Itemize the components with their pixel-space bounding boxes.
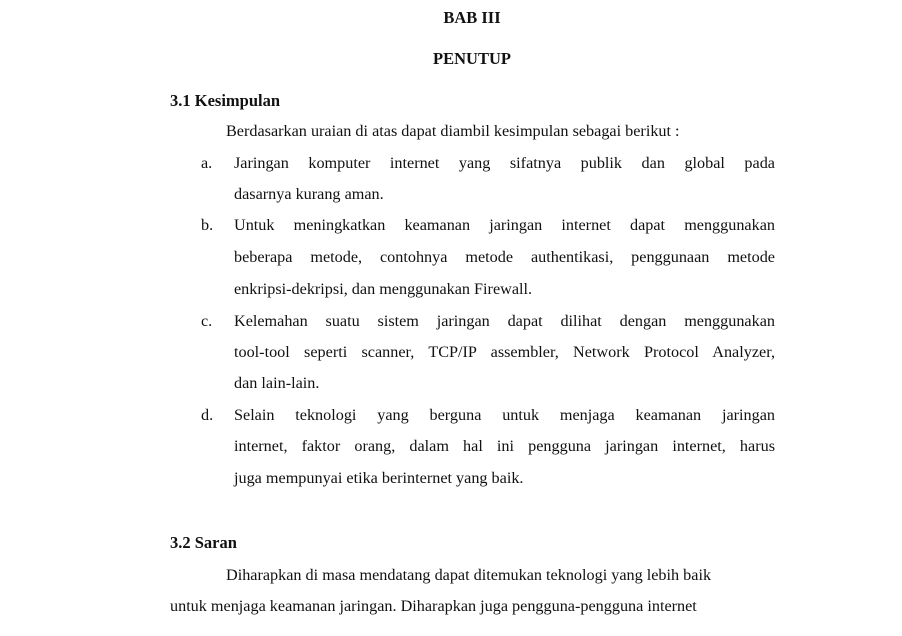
list-item-marker: a. [201, 154, 213, 172]
list-item-line: enkripsi-dekripsi, dan menggunakan Firewall. [234, 280, 533, 298]
intro-paragraph: Berdasarkan uraian di atas dapat diambil kesimpulan sebagai berikut : [226, 122, 680, 140]
chapter-label: BAB III [443, 8, 501, 27]
chapter-title: PENUTUP [433, 49, 511, 68]
list-item-line: juga mempunyai etika berinternet yang baik. [234, 469, 524, 487]
list-item-marker: b. [201, 216, 214, 234]
saran-paragraph-line: untuk menjaga keamanan jaringan. Diharapkan juga pengguna-pengguna internet [170, 597, 697, 615]
list-item-line: Kelemahan suatu sistem jaringan dapat dilihat dengan menggunakan [234, 312, 775, 330]
list-item-marker: c. [201, 312, 213, 330]
saran-paragraph-line: Diharapkan di masa mendatang dapat ditemukan teknologi yang lebih baik [226, 566, 712, 584]
list-item-line: internet, faktor orang, dalam hal ini pengguna jaringan internet, harus [234, 437, 775, 455]
section-heading-saran: 3.2 Saran [170, 533, 237, 552]
list-item-line: dan lain-lain. [234, 374, 320, 392]
section-heading-kesimpulan: 3.1 Kesimpulan [170, 91, 281, 110]
list-item-line: Selain teknologi yang berguna untuk menjaga keamanan jaringan [234, 406, 775, 424]
list-item-line: Untuk meningkatkan keamanan jaringan internet dapat menggunakan [234, 216, 775, 234]
list-item-line: tool-tool seperti scanner, TCP/IP assembler, Network Protocol Analyzer, [234, 343, 775, 361]
list-item-marker: d. [201, 406, 214, 424]
list-item-line: beberapa metode, contohnya metode authentikasi, penggunaan metode [234, 248, 775, 266]
list-item-line: dasarnya kurang aman. [234, 185, 384, 203]
list-item-line: Jaringan komputer internet yang sifatnya publik dan global pada [234, 154, 775, 172]
